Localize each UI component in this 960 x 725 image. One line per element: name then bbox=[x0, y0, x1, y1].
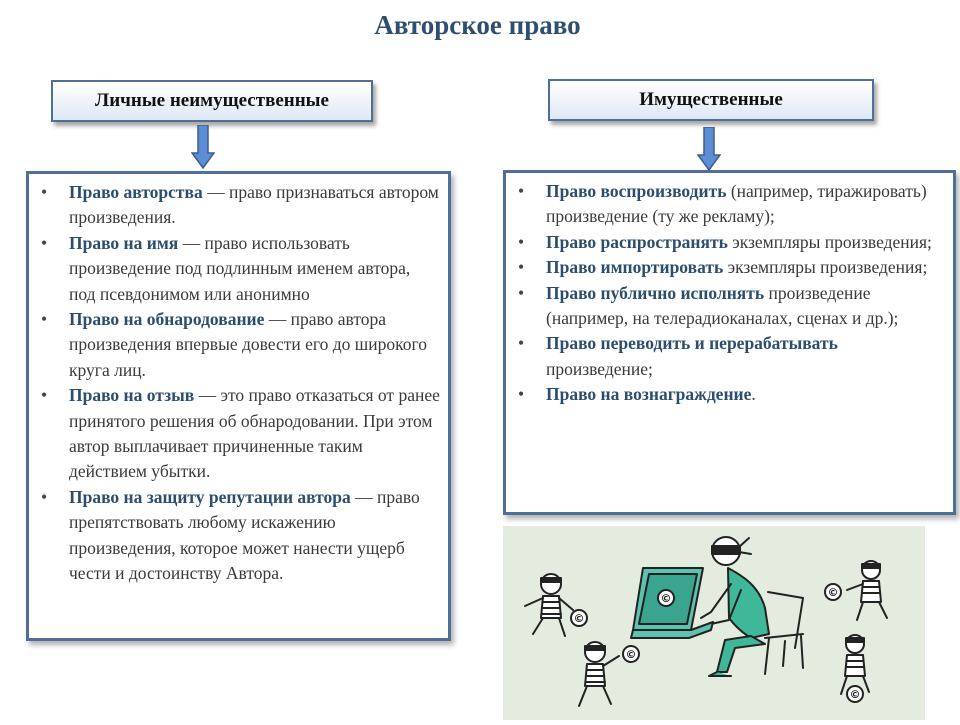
right-description: произведение (например, на телерадиоканалах, сценах и др.); bbox=[546, 282, 899, 329]
right-term: Право распространять bbox=[546, 231, 728, 252]
list-item bbox=[516, 230, 945, 255]
list-item bbox=[39, 231, 440, 307]
personal-rights-header-label: Личные неимущественные bbox=[95, 90, 329, 111]
copyright-icon: © bbox=[660, 592, 672, 605]
copyright-icon: © bbox=[625, 648, 637, 661]
right-description: — право автора произведения впервые довести его до широкого круга лиц. bbox=[69, 309, 428, 380]
right-description: (например, тиражировать) произведение (ту же рекламу); bbox=[546, 181, 927, 227]
personal-rights-header bbox=[51, 80, 373, 122]
right-description: — право признаваться автором произведения. bbox=[69, 182, 439, 228]
list-item bbox=[516, 255, 945, 280]
copyright-icon: © bbox=[573, 612, 585, 625]
right-description: — право использовать произведение под подлинным именем автора, под псевдонимом или анонимно bbox=[69, 232, 411, 304]
right-term: Право публично исполнять bbox=[546, 282, 765, 303]
right-term: Право переводить и перерабатывать bbox=[546, 333, 838, 354]
personal-rights-list bbox=[26, 171, 451, 641]
right-description: экземпляры произведения; bbox=[723, 257, 928, 278]
down-arrow-icon bbox=[697, 127, 721, 171]
piracy-illustration bbox=[503, 526, 925, 720]
page-title: Авторское право bbox=[374, 10, 581, 40]
list-item bbox=[39, 307, 440, 383]
right-description: . bbox=[751, 384, 756, 405]
list-item bbox=[516, 179, 945, 230]
list-item bbox=[39, 383, 440, 485]
right-term: Право на имя bbox=[69, 232, 179, 253]
right-term: Право на вознаграждение bbox=[546, 384, 752, 405]
list-item bbox=[39, 180, 440, 231]
down-arrow-icon bbox=[191, 125, 215, 169]
property-rights-header-label: Имущественные bbox=[639, 89, 783, 110]
right-term: Право на отзыв bbox=[69, 385, 195, 406]
property-rights-header bbox=[548, 79, 874, 121]
illustration-drawing bbox=[503, 526, 925, 720]
list-item bbox=[516, 382, 945, 407]
property-rights-list bbox=[503, 170, 956, 515]
right-term: Право импортировать bbox=[546, 257, 724, 278]
list-item bbox=[516, 331, 945, 382]
right-term: Право авторства bbox=[69, 182, 203, 202]
right-term: Право воспроизводить bbox=[546, 181, 727, 201]
list-item bbox=[516, 281, 945, 332]
right-description: экземпляры произведения; bbox=[727, 231, 932, 252]
right-description: — право препятствовать любому искажению произведения, которое может нанести ущерб чести и достоинству Автора. bbox=[69, 486, 420, 584]
right-description: — это право отказаться от ранее принятого решения об обнародовании. При этом автор выплачивает причиненные таким действием убытки. bbox=[69, 385, 440, 482]
right-term: Право на обнародование bbox=[69, 309, 265, 330]
right-term: Право на защиту репутации автора bbox=[69, 486, 351, 507]
right-description: произведение; bbox=[546, 358, 653, 379]
copyright-icon: © bbox=[827, 586, 839, 599]
copyright-icon: © bbox=[849, 688, 861, 701]
list-item bbox=[39, 485, 440, 587]
